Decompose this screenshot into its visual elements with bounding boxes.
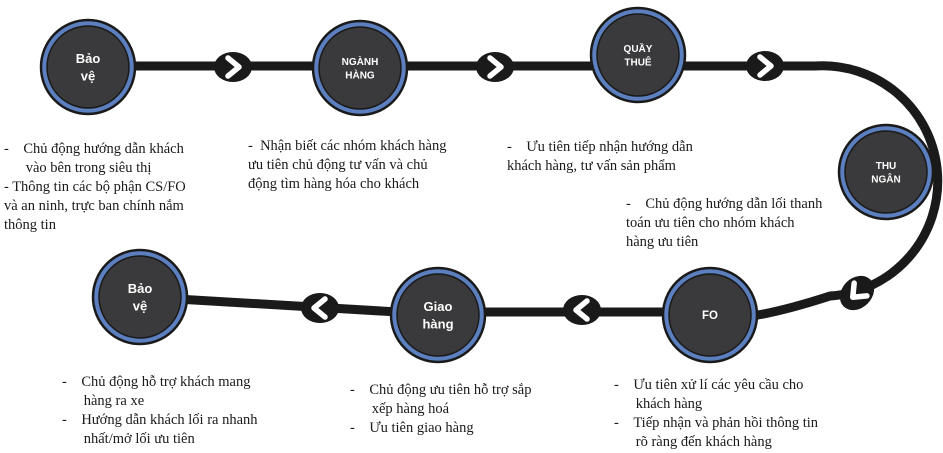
chevron-connector [214,52,252,82]
step-node-label: NGÂN [871,174,901,186]
step-node-quay-thue [591,8,685,102]
description-line: động tìm hàng hóa cho khách [248,176,420,192]
description-line: - Tiếp nhận và phản hồi thông tin [614,415,819,431]
description-quay-thue [507,138,693,176]
description-line: - Nhận biết các nhóm khách hàng [248,138,447,154]
description-line: - Chủ động ưu tiên hỗ trợ sắp [350,382,532,398]
track-line [92,66,938,318]
description-line: - Hướng dẫn khách lối ra nhanh [62,412,258,428]
description-line: khách hàng, tư vấn sản phẩm [507,158,676,174]
step-node-label: QUẦY [623,43,653,55]
description-bao-ve-2 [62,373,258,449]
description-line: - Ưu tiên tiếp nhận hướng dẫn [507,139,693,155]
step-node-label: vệ [132,298,148,314]
step-node-fo [663,268,757,362]
step-node-label: THU [875,160,897,172]
description-nganh-hang [248,137,447,194]
description-line: - Chủ động hỗ trợ khách mang [62,374,251,390]
step-node-bao-ve-1 [41,20,135,114]
step-node-label: HÀNG [345,70,375,82]
description-fo [614,376,818,452]
description-line: hàng ra xe [62,393,145,409]
chevron-connector [301,293,339,323]
description-giao-hang [350,381,531,438]
description-line: nhất/mở lối ưu tiên [62,431,195,447]
chevron-connector [563,295,601,325]
chevron-connector [476,52,514,82]
step-node-label: THUÊ [624,57,652,69]
step-node-nganh-hang [313,21,407,115]
step-node-label: Bảo [75,50,101,66]
description-bao-ve-1 [4,140,186,235]
step-node-label: hàng [422,316,454,332]
description-line: xếp hàng hoá [350,401,450,417]
step-node-thu-ngan [839,125,933,219]
description-line: - Chủ động hướng dẫn khách [4,141,184,157]
step-node-label: vệ [80,68,96,84]
description-line: ưu tiên chủ động tư vấn và chủ [248,157,428,173]
description-line: và an ninh, trực ban chính nắm [4,198,184,214]
step-node-giao-hang [391,268,485,362]
description-line: - Chủ động hướng dẫn lối thanh [626,196,823,212]
description-line: thông tin [4,217,56,233]
description-line: toán ưu tiên cho nhóm khách [626,215,795,231]
step-node-bao-ve-2 [93,250,187,344]
description-line: khách hàng [614,396,703,412]
chevron-connector [746,51,784,81]
description-line: - Ưu tiên giao hàng [350,420,474,436]
description-line: - Thông tin các bộ phận CS/FO [4,179,186,195]
description-line: - Ưu tiên xử lí các yêu cầu cho [614,377,804,393]
step-node-label: FO [702,310,718,323]
description-line: vào bên trong siêu thị [4,160,152,176]
track-layer [92,66,938,318]
step-node-label: Bảo [127,280,153,296]
description-thu-ngan [626,195,822,252]
step-node-label: Giao [423,298,453,314]
description-line: hàng ưu tiên [626,234,699,250]
description-line: rõ ràng đến khách hàng [614,434,772,450]
step-node-label: NGÀNH [341,56,379,68]
